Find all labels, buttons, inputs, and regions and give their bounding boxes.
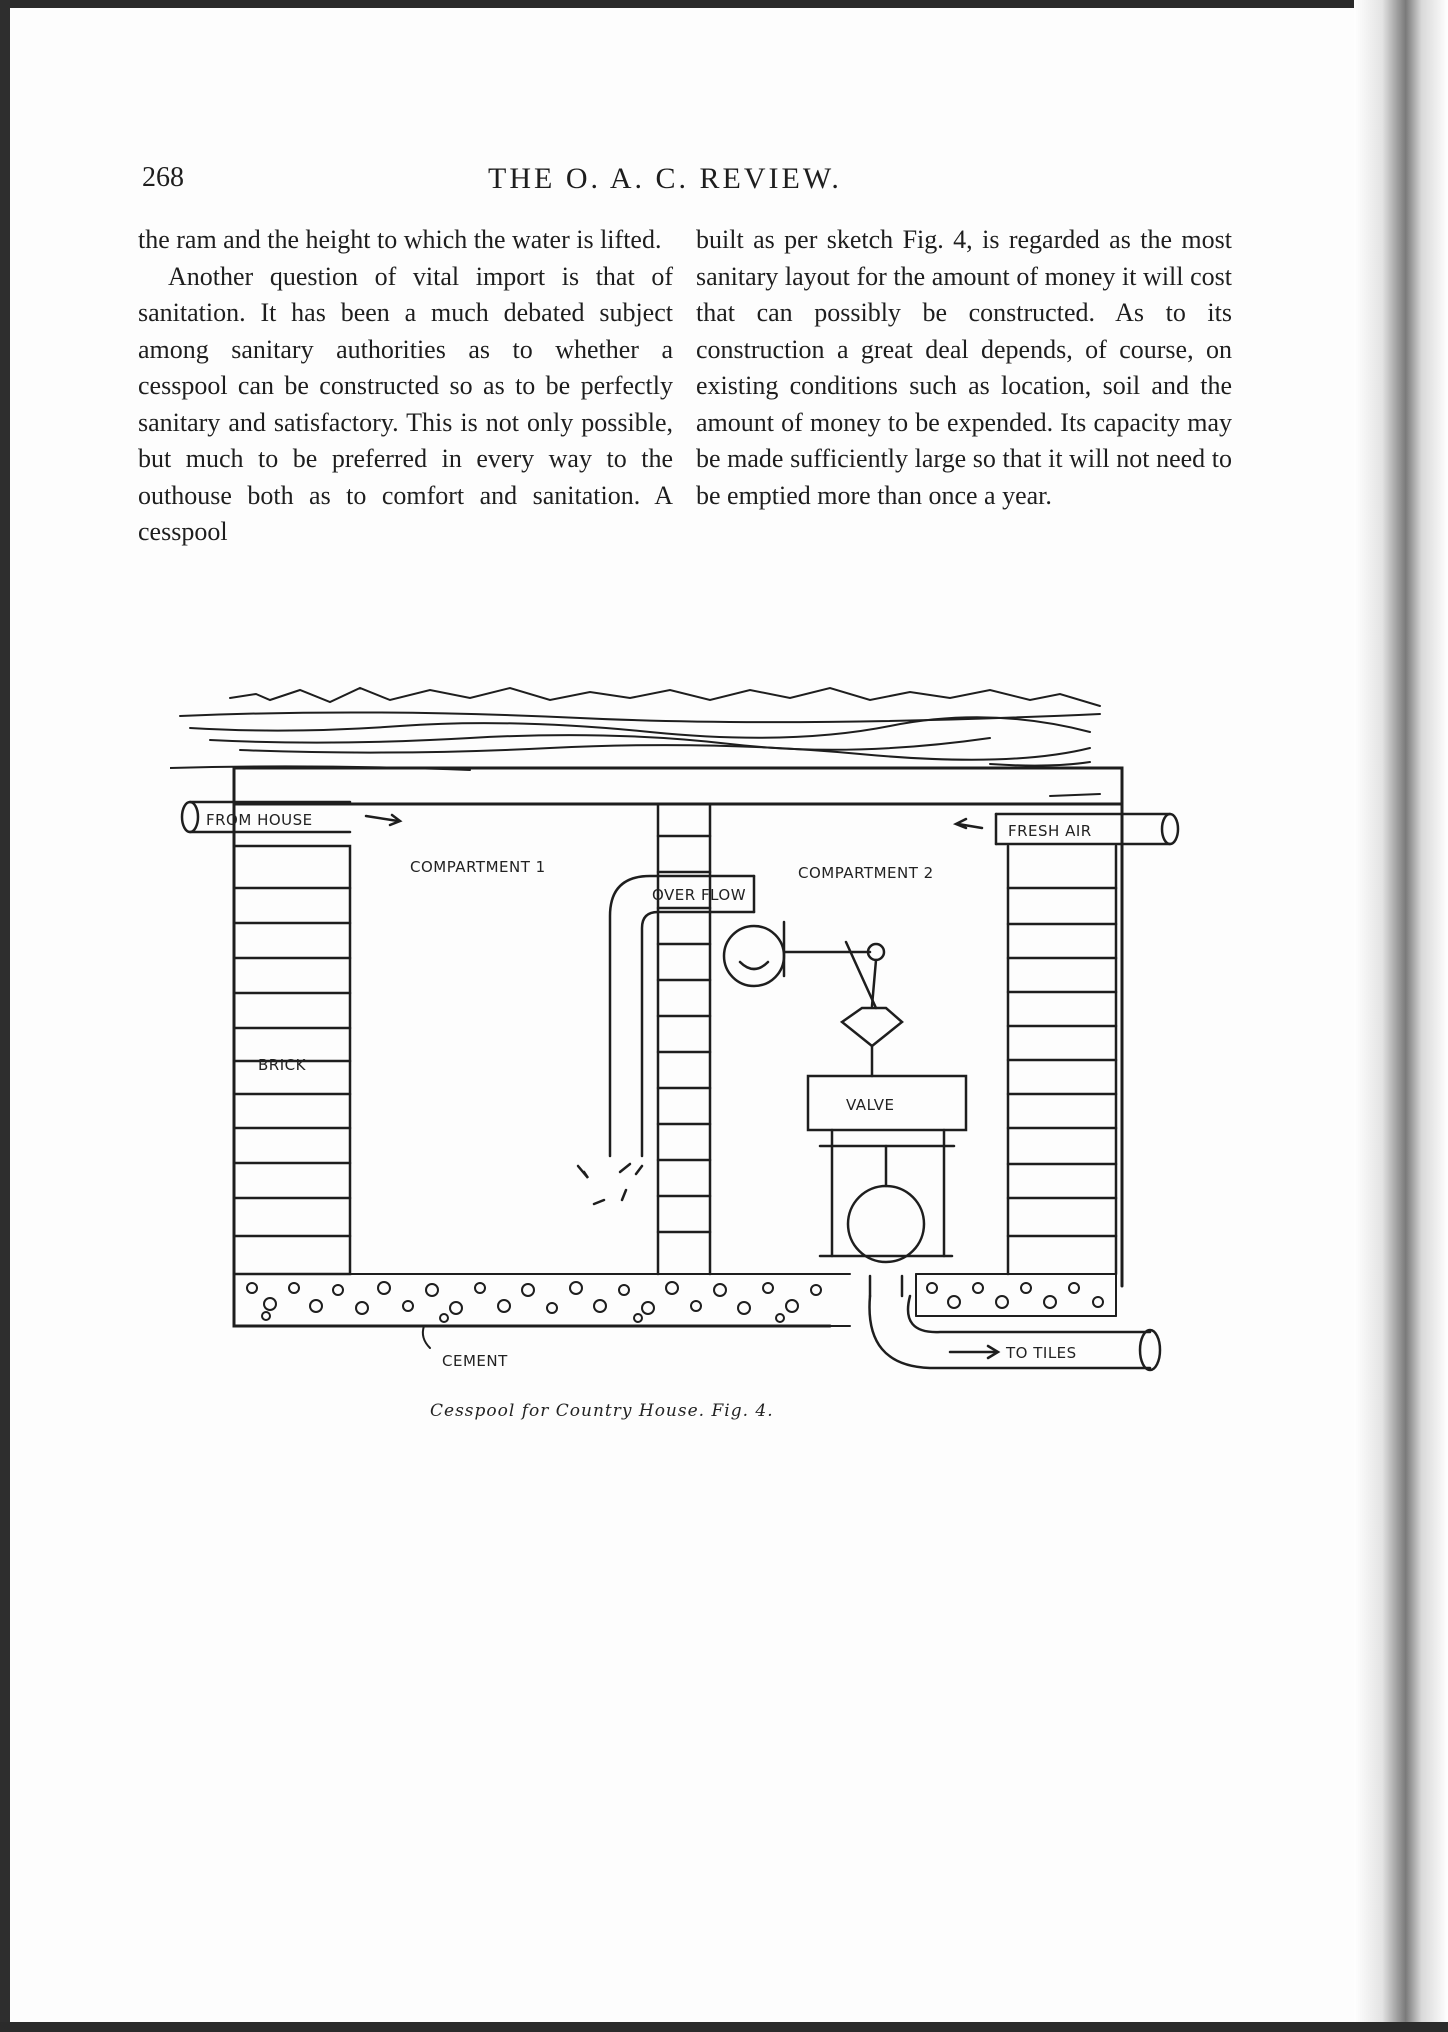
- scan-border-bottom: [0, 2022, 1448, 2032]
- scan-binding-shadow: [1354, 0, 1448, 2032]
- soil-layer: [170, 688, 1100, 796]
- scan-border-left: [0, 0, 10, 2032]
- label-overflow: OVER FLOW: [652, 886, 747, 904]
- right-column: [696, 222, 1232, 514]
- tank-wall-outline: [234, 804, 830, 1326]
- label-valve: VALVE: [846, 1096, 895, 1114]
- book-page: [10, 8, 1354, 2022]
- label-fresh-air: FRESH AIR: [1008, 822, 1092, 840]
- valve-mechanism: [724, 922, 966, 1262]
- label-from-house: FROM HOUSE: [206, 811, 313, 829]
- label-compartment-2: COMPARTMENT 2: [798, 864, 934, 882]
- right-brick-wall: [1008, 846, 1116, 1274]
- scan-border-top: [0, 0, 1448, 8]
- cement-floor: [234, 1274, 1116, 1348]
- label-brick: BRICK: [258, 1056, 306, 1074]
- tank-roof: [234, 768, 1122, 804]
- running-head: [10, 158, 1354, 208]
- label-cement: CEMENT: [442, 1352, 508, 1370]
- cesspool-diagram: [170, 676, 1210, 1446]
- paragraph: Another question of vital import is that of sanitation. It has been a much debated subject among sanitary authorities as to whether a cesspool can be constructed so as to be perfectly sanitary and satisfactory. This is not only possible, but much to be preferred in every way to the outhouse both as to comfort and sanitation. A cesspool: [138, 261, 673, 546]
- figure-caption: Cesspool for Country House. Fig. 4.: [430, 1401, 774, 1421]
- left-column: [138, 222, 673, 551]
- journal-title: THE O. A. C. REVIEW.: [488, 162, 842, 195]
- paragraph: built as per sketch Fig. 4, is regarded as the most sanitary layout for the amount of money it will cost that can possibly be constructed. As to its construction a great deal depends, of course, on existing conditions such as location, soil and the amount of money to be expended. Its capacity may be made sufficiently large so that it will not need to be emptied more than once a year.: [696, 225, 1232, 510]
- label-to-tiles: TO TILES: [1006, 1344, 1077, 1362]
- divider-brick-wall: [658, 804, 710, 1274]
- overflow-pipe: [578, 876, 754, 1204]
- label-compartment-1: COMPARTMENT 1: [410, 858, 546, 876]
- page-number: 268: [142, 162, 184, 193]
- paragraph: the ram and the height to which the water is lifted.: [138, 225, 662, 254]
